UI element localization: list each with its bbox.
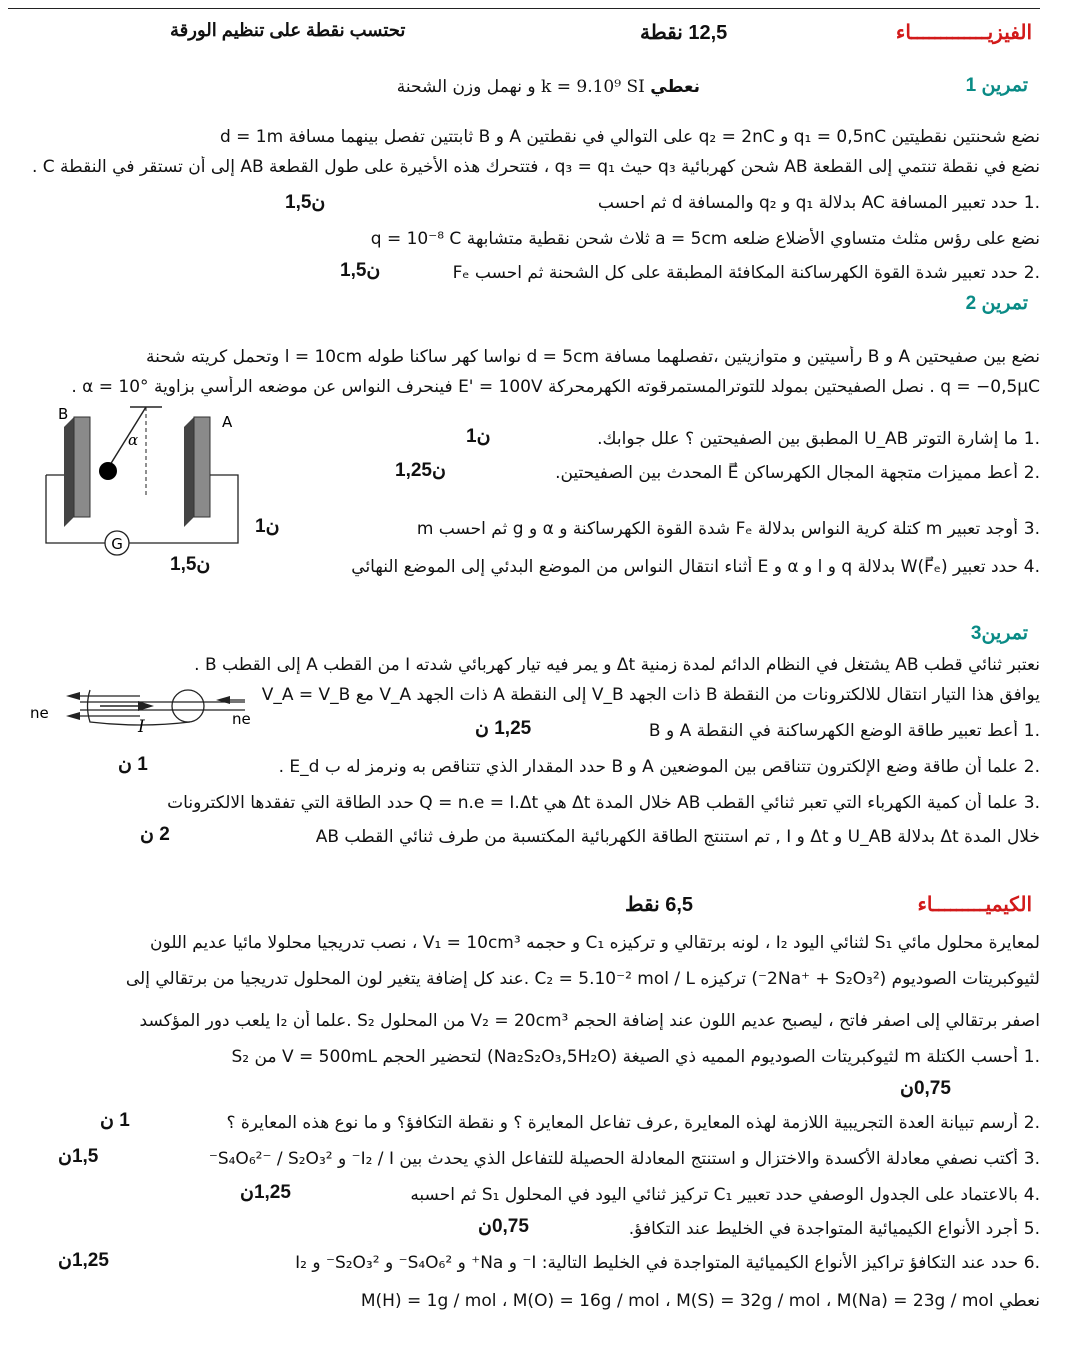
ex1-line3: نضع على رؤس مثلث متساوي الأضلاع ضلعه a = 5cm ثلاث شحن نقطية متشابهة q = 10⁻⁸ C [370,229,1040,249]
plate-b [74,417,90,517]
label-plate-a: A [222,413,233,431]
chem-q2: .2أرسم تبيانة العدة التجريبية اللازمة لهذه المعايرة ,عرف تفاعل المعايرة ؟ و نقطة التكافؤ؟ و ما نوع هذه المعايرة ؟ [226,1113,1040,1133]
ex1-given-label: نعطي [650,77,700,97]
ex1-line2: نضع في نقطة تنتمي إلى القطعة AB شحن كهربائية q₃ حيث q₃ = q₁ ، فتتحرك هذه الأخيرة على طول القطعة AB إلى أن تستقر في النقطة C . [31,157,1040,177]
plate-a-side [184,417,194,527]
ex3-q1: .1أعط تعبير طاقة الوضع الكهرساكنة في النقطة A و B [648,721,1040,741]
ex2-line2: q = −0,5μC . نصل الصفيحتين بمولد للتوترالمستمرقوته الكهرمحركة E' = 100V فينحرف النواس عن موضعه الرأسي بزاوية α = 10° . [71,377,1040,397]
ex1-line1: نضع شحنتين نقطيتين q₁ = 0,5nC و q₂ = 2nC على التوالي في نقطتين A و B ثابتتين تفصل بينهما مسافة d = 1m [219,127,1040,147]
ex1-q1-text: حدد تعبير المسافة AC بدلالة q₁ و q₂ والمسافة d ثم احسب [597,193,1018,213]
ex2-line1: نضع بين صفيحتين A و B رأسيتين و متوازيتين ،تفصلهما مسافة d = 5cm نواسا كهر ساكنا طوله l = 10cm وتحمل كريته شحنة [145,347,1040,367]
chem-q3-text: أكتب نصفي معادلة الأكسدة والاختزال و استنتج المعادلة الحصيلة للتفاعل الذي يحدث بين I₂ / I⁻ و S₄O₆²⁻ / S₂O₃²⁻ [208,1149,1018,1169]
ex1-q1: .1حدد تعبير المسافة AC بدلالة q₁ و q₂ والمسافة d ثم احسب [597,193,1040,213]
ex3-q3-cont: خلال المدة Δt بدلالة U_AB و Δt و I , تم استنتج الطاقة الكهربائية المكتسبة من طرف ثنائي القطب AB [315,827,1040,847]
chem-q1-text: أحسب الكتلة m لثيوكبريتات الصوديوم المميه ذي الصيغة (Na₂S₂O₃,5H₂O) لتحضير الحجم V = 500mL من S₂ [231,1047,1018,1067]
chem-line1: لمعايرة محلول مائي S₁ لثنائي اليود I₂ ، لونه برتقالي و تركيزه C₁ و حجمه V₁ = 10cm³ ، نصب تدريجيا محلولا مائيا عديم اللون [150,933,1040,953]
top-rule [8,8,1040,9]
chem-q3: .3أكتب نصفي معادلة الأكسدة والاختزال و استنتج المعادلة الحصيلة للتفاعل الذي يحدث بين I₂ / I⁻ و S₄O₆²⁻ / S₂O₃²⁻ [208,1149,1040,1169]
chem-q4-points: 1,25ن [240,1182,291,1203]
ex2-q3-points: 1ن [255,516,280,537]
chem-q4-text: بالاعتماد على الجدول الوصفي حدد تعبير C₁ تركيز ثنائي اليود في المحلول S₁ ثم احسبه [410,1185,1018,1205]
chem-q5: .5أجرد الأنواع الكيميائية المتواجدة في الخليط عند التكافؤ. [628,1219,1040,1239]
chemistry-title: الكيميـــــــــاء [917,894,1032,916]
organization-note: تحتسب نقطة على تنظيم الورقة [170,20,406,40]
chem-q4: .4بالاعتماد على الجدول الوصفي حدد تعبير C₁ تركيز ثنائي اليود في المحلول S₁ ثم احسبه [410,1185,1040,1205]
ex2-q1: .1ما إشارة التوتر U_AB المطبق بين الصفيحتين ؟ علل جوابك. [597,429,1040,449]
ex1-given-line [380,76,700,98]
ex3-q2-text: علما أن طاقة وضع الإلكترون تتناقص بين الموضعين A و B حدد المقدار الذي تتناقص به ونرمز له ب E_d . [278,757,1018,777]
chem-q2-text: أرسم تبيانة العدة التجريبية اللازمة لهذه المعايرة ,عرف تفاعل المعايرة ؟ و نقطة التكافؤ؟ و ما نوع هذه المعايرة ؟ [226,1113,1018,1133]
chem-q1: .1أحسب الكتلة m لثيوكبريتات الصوديوم المميه ذي الصيغة (Na₂S₂O₃,5H₂O) لتحضير الحجم V = 500mL من S₂ [231,1047,1040,1067]
dipole-outline-right [172,690,204,722]
chem-q3-points: 1,5ن [58,1146,99,1167]
ex3-q1-text: أعط تعبير طاقة الوضع الكهرساكنة في النقطة A و B [648,721,1018,741]
chem-q6: .6حدد عند التكافؤ تراكيز الأنواع الكيميائية المتواجدة في الخليط التالية: I⁻ و Na⁺ و S₄O₆²⁻ و S₂O₃²⁻ و I₂ [295,1253,1040,1273]
ex2-q2: .2أعط مميزات متجهة المجال الكهرساكن E⃗ المحدث بين الصفيحتين. [555,463,1040,483]
ex2-q3: .3أوجد تعبير m كتلة كرية النواس بدلالة Fₑ شدة القوة الكهرساكنة و α و g ثم احسب m [416,519,1040,539]
ex2-q4-points: 1,5ن [170,554,211,575]
ex2-title: تمرين 2 [965,293,1028,314]
chem-q5-text: أجرد الأنواع الكيميائية المتواجدة في الخليط عند التكافؤ. [628,1219,1018,1239]
ex3-q1-points: 1,25 ن [475,718,532,739]
pendulum-figure [30,405,270,565]
chem-q6-text: حدد عند التكافؤ تراكيز الأنواع الكيميائية المتواجدة في الخليط التالية: I⁻ و Na⁺ و S₄O₆²⁻ و S₂O₃²⁻ و I₂ [295,1253,1018,1273]
ex3-line2: يوافق هذا التيار انتقال للالكترونات من النقطة B ذات الجهد V_B إلى النقطة A ذات الجهد V_A مع V_A = V_B [261,685,1040,705]
label-ne-left: ne [30,704,49,722]
chem-line3: اصفر برتقالي إلى اصفر فاتح ، ليصبح عديم اللون عند إضافة الحجم V₂ = 20cm³ من المحلول S₂ .علما أن I₂ يلعب دور المؤكسد [139,1011,1040,1031]
label-ne-right: ne [232,710,251,728]
ex2-q1-points: 1ن [466,426,491,447]
ex1-given-text: k = 9.10⁹ SI و نهمل وزن الشحنة [396,77,645,97]
ex3-q2-points: 1 ن [118,754,148,775]
ex3-q3-points: 2 ن [140,824,170,845]
physics-points: 12,5 نقطة [640,22,728,44]
ex2-q2-text: أعط مميزات متجهة المجال الكهرساكن E⃗ المحدث بين الصفيحتين. [555,463,1018,483]
chem-q1-points: 0,75ن [900,1078,951,1099]
ex1-q2: .2حدد تعبير شدة القوة الكهرساكنة المكافئة المطبقة على كل الشحنة ثم احسب Fₑ [452,263,1040,283]
generator-label: G [111,535,123,553]
ex2-q1-text: ما إشارة التوتر U_AB المطبق بين الصفيحتين ؟ علل جوابك. [597,429,1018,449]
ex2-q2-points: 1,25ن [395,460,446,481]
chem-q6-points: 1,25ن [58,1250,109,1271]
chem-q2-points: 1 ن [100,1110,130,1131]
label-alpha: α [128,431,139,449]
dipole-figure [30,676,270,736]
plate-a [194,417,210,517]
physics-title: الفيزيـــــــــــــاء [895,22,1032,44]
ex2-q4: .4حدد تعبير W(F⃗ₑ) بدلالة q و l و α و E أثناء انتقال النواس من الموضع البدئي إلى الموضع النهائي [351,557,1040,577]
chem-q5-points: 0,75ن [478,1216,529,1237]
chem-line2: لثيوكبريتات الصوديوم (2Na⁺ + S₂O₃²⁻) تركيزه C₂ = 5.10⁻² mol / L .عند كل إضافة يتغير لون المحلول تدريجيا من برتقالي إلى [125,969,1040,989]
ex1-q1-points: 1,5ن [285,192,326,213]
ex2-q4-text: حدد تعبير W(F⃗ₑ) بدلالة q و l و α و E أثناء انتقال النواس من الموضع البدئي إلى الموضع النهائي [351,557,1018,577]
label-current-i: I [138,717,145,736]
ex3-line1: نعتبر ثنائي قطب AB يشتغل في النظام الدائم لمدة زمنية Δt و يمر فيه تيار كهربائي شدته I من القطب A إلى القطب B . [194,655,1040,675]
ex1-q2-points: 1,5ن [340,260,381,281]
pendulum-ball [99,462,117,480]
ex3-q3-text: علما أن كمية الكهرباء التي تعبر ثنائي القطب AB خلال المدة Δt هي Q = n.e = I.Δt حدد الطاقة التي تفقدها الالكترونات [167,793,1018,813]
chemistry-points: 6,5 نقط [625,894,694,916]
ex2-q3-text: أوجد تعبير m كتلة كرية النواس بدلالة Fₑ شدة القوة الكهرساكنة و α و g ثم احسب m [416,519,1018,539]
chem-given: نعطي M(H) = 1g / mol ، M(O) = 16g / mol ، M(S) = 32g / mol ، M(Na) = 23g / mol [360,1291,1040,1311]
ex1-title: تمرين 1 [965,75,1028,96]
plate-b-side [64,417,74,527]
ex1-q2-text: حدد تعبير شدة القوة الكهرساكنة المكافئة المطبقة على كل الشحنة ثم احسب Fₑ [452,263,1018,283]
ex3-q2: .2علما أن طاقة وضع الإلكترون تتناقص بين الموضعين A و B حدد المقدار الذي تتناقص به ونرمز له ب E_d . [278,757,1040,777]
ex3-title: تمرين3 [970,623,1028,644]
ex3-q3: .3علما أن كمية الكهرباء التي تعبر ثنائي القطب AB خلال المدة Δt هي Q = n.e = I.Δt حدد الطاقة التي تفقدها الالكترونات [167,793,1040,813]
label-plate-b: B [58,405,69,423]
